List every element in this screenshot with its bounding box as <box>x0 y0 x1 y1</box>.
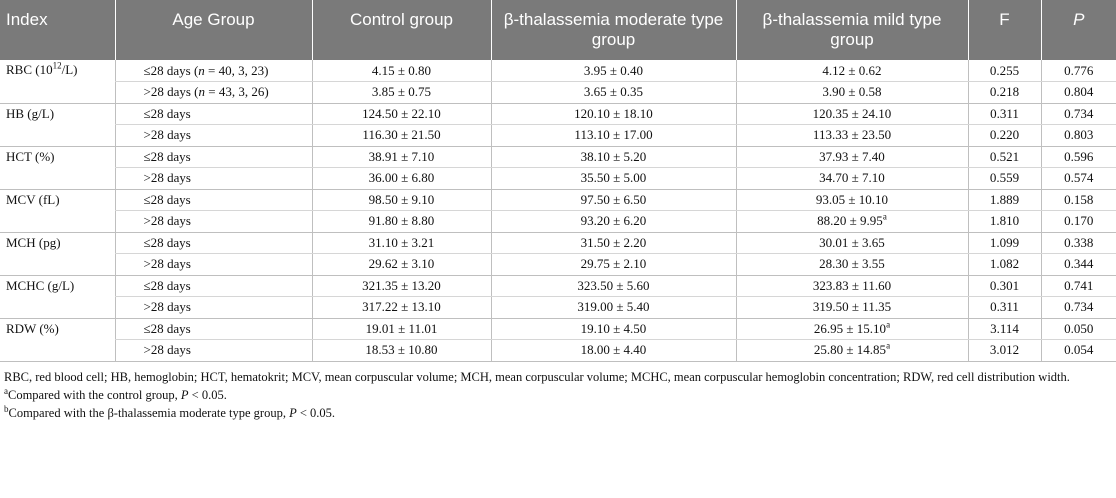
control-value: 98.50 ± 9.10 <box>312 189 491 211</box>
age-group-cell <box>115 254 312 276</box>
age-group-label: ≤28 days <box>143 320 191 336</box>
mild-value-text: 34.70 ± 7.10 <box>819 170 885 186</box>
mild-value <box>736 168 968 190</box>
moderate-value: 113.10 ± 17.00 <box>491 125 736 147</box>
table-row <box>0 297 1116 319</box>
mild-value-text: 26.95 ± 15.10 <box>813 320 887 336</box>
control-value: 19.01 ± 11.01 <box>312 318 491 340</box>
mild-value <box>736 340 968 362</box>
mild-value-text: 319.50 ± 11.35 <box>812 299 892 315</box>
index-label-tail: /L) <box>61 62 78 77</box>
f-value: 0.521 <box>968 146 1041 168</box>
mild-value <box>736 60 968 82</box>
index-label: RBC (10 <box>6 62 53 77</box>
age-group-label: ≤28 days <box>143 191 191 207</box>
p-value: 0.804 <box>1041 82 1116 104</box>
footnote-a-text: Compared with the control group, <box>8 387 181 402</box>
age-group-cell <box>115 168 312 190</box>
p-value: 0.776 <box>1041 60 1116 82</box>
index-label-sup: 12 <box>52 60 62 71</box>
mild-value-sup: a <box>886 340 891 351</box>
control-value: 317.22 ± 13.10 <box>312 297 491 319</box>
age-group-label: ≤28 days ( <box>143 62 199 78</box>
index-label: HB (g/L) <box>6 105 55 121</box>
f-value: 3.114 <box>968 318 1041 340</box>
table-row <box>0 318 1116 340</box>
moderate-value: 38.10 ± 5.20 <box>491 146 736 168</box>
header-p: P <box>1041 0 1116 60</box>
mild-value-text: 37.93 ± 7.40 <box>819 148 885 164</box>
moderate-value: 319.00 ± 5.40 <box>491 297 736 319</box>
mild-value-text: 93.05 ± 10.10 <box>815 191 889 207</box>
index-cell <box>0 275 115 318</box>
table-row <box>0 254 1116 276</box>
age-group-cell <box>115 211 312 233</box>
age-group-label: ≤28 days <box>143 148 191 164</box>
f-value: 1.889 <box>968 189 1041 211</box>
table-row <box>0 82 1116 104</box>
age-group-label: >28 days <box>143 299 191 315</box>
age-group-label: >28 days <box>143 127 191 143</box>
mild-value-text: 25.80 ± 14.85 <box>813 342 887 358</box>
footnote-a <box>4 386 1112 404</box>
f-value: 0.311 <box>968 103 1041 125</box>
p-value: 0.574 <box>1041 168 1116 190</box>
moderate-value: 3.65 ± 0.35 <box>491 82 736 104</box>
age-group-label: >28 days <box>143 170 191 186</box>
age-group-label: ≤28 days <box>143 277 191 293</box>
age-group-cell <box>115 60 312 82</box>
control-value: 321.35 ± 13.20 <box>312 275 491 297</box>
index-label: HCT (%) <box>6 148 55 164</box>
mild-value <box>736 211 968 233</box>
age-group-cell <box>115 297 312 319</box>
table-notes <box>0 362 1116 422</box>
moderate-value: 31.50 ± 2.20 <box>491 232 736 254</box>
index-cell <box>0 189 115 232</box>
moderate-value: 93.20 ± 6.20 <box>491 211 736 233</box>
age-group-cell <box>115 146 312 168</box>
age-group-label: ≤28 days <box>143 105 191 121</box>
mild-value <box>736 82 968 104</box>
age-group-cell <box>115 189 312 211</box>
header-f: F <box>968 0 1041 60</box>
p-value: 0.054 <box>1041 340 1116 362</box>
table-row <box>0 189 1116 211</box>
f-value: 0.220 <box>968 125 1041 147</box>
table-row <box>0 146 1116 168</box>
f-value: 0.559 <box>968 168 1041 190</box>
age-group-cell <box>115 275 312 297</box>
table-row <box>0 232 1116 254</box>
age-group-label: ≤28 days <box>143 234 191 250</box>
control-value: 116.30 ± 21.50 <box>312 125 491 147</box>
footnote-b-tail: < 0.05. <box>296 405 336 420</box>
age-group-label: >28 days <box>143 256 191 272</box>
mild-value-text: 3.90 ± 0.58 <box>822 84 882 100</box>
f-value: 1.099 <box>968 232 1041 254</box>
mild-value <box>736 275 968 297</box>
footnote-b-mark: b <box>4 403 9 414</box>
age-group-cell <box>115 232 312 254</box>
mild-value <box>736 146 968 168</box>
mild-value-text: 113.33 ± 23.50 <box>812 127 892 143</box>
mild-value-text: 323.83 ± 11.60 <box>812 277 892 293</box>
footnote-a-tail: < 0.05. <box>188 387 227 402</box>
f-value: 3.012 <box>968 340 1041 362</box>
age-group-cell <box>115 318 312 340</box>
control-value: 29.62 ± 3.10 <box>312 254 491 276</box>
table-row <box>0 125 1116 147</box>
mild-value-text: 28.30 ± 3.55 <box>819 256 885 272</box>
index-label: MCH (pg) <box>6 234 61 250</box>
age-group-label: >28 days ( <box>143 84 199 100</box>
f-value: 0.301 <box>968 275 1041 297</box>
moderate-value: 18.00 ± 4.40 <box>491 340 736 362</box>
p-value: 0.734 <box>1041 103 1116 125</box>
index-label: MCHC (g/L) <box>6 277 75 293</box>
header-row <box>0 0 1116 60</box>
p-value: 0.050 <box>1041 318 1116 340</box>
header-control-group: Control group <box>312 0 491 60</box>
p-value: 0.338 <box>1041 232 1116 254</box>
mild-value <box>736 103 968 125</box>
f-value: 0.255 <box>968 60 1041 82</box>
age-group-label: >28 days <box>143 213 191 229</box>
age-group-n-values: = 40, 3, 23) <box>204 62 269 78</box>
age-group-cell <box>115 125 312 147</box>
age-group-n-values: = 43, 3, 26) <box>205 84 269 100</box>
p-value: 0.803 <box>1041 125 1116 147</box>
mild-value-text: 120.35 ± 24.10 <box>812 105 892 121</box>
p-value: 0.734 <box>1041 297 1116 319</box>
p-value: 0.158 <box>1041 189 1116 211</box>
table-row <box>0 60 1116 82</box>
index-label: RDW (%) <box>6 320 59 336</box>
control-value: 91.80 ± 8.80 <box>312 211 491 233</box>
mild-value <box>736 125 968 147</box>
mild-value-text: 4.12 ± 0.62 <box>822 62 882 78</box>
control-value: 31.10 ± 3.21 <box>312 232 491 254</box>
control-value: 36.00 ± 6.80 <box>312 168 491 190</box>
moderate-value: 19.10 ± 4.50 <box>491 318 736 340</box>
f-value: 0.218 <box>968 82 1041 104</box>
moderate-value: 120.10 ± 18.10 <box>491 103 736 125</box>
mild-value-sup: a <box>886 319 891 330</box>
header-index: Index <box>0 0 115 60</box>
abbreviation-note: RBC, red blood cell; HB, hemoglobin; HCT, hematokrit; MCV, mean corpuscular volume; MCH, mean corpuscular volume; MCHC, mean corpuscular hemoglobin concentration; RDW, red cell distribution width. <box>4 369 1070 384</box>
index-cell <box>0 318 115 361</box>
control-value: 3.85 ± 0.75 <box>312 82 491 104</box>
moderate-value: 29.75 ± 2.10 <box>491 254 736 276</box>
f-value: 0.311 <box>968 297 1041 319</box>
mild-value-text: 30.01 ± 3.65 <box>819 234 885 250</box>
age-group-label: >28 days <box>143 342 191 358</box>
index-cell <box>0 103 115 146</box>
table-row <box>0 275 1116 297</box>
mild-value <box>736 189 968 211</box>
header-age-group: Age Group <box>115 0 312 60</box>
control-value: 4.15 ± 0.80 <box>312 60 491 82</box>
p-value: 0.344 <box>1041 254 1116 276</box>
index-label: MCV (fL) <box>6 191 60 207</box>
mild-value <box>736 297 968 319</box>
table-row <box>0 103 1116 125</box>
age-group-cell <box>115 82 312 104</box>
control-value: 124.50 ± 22.10 <box>312 103 491 125</box>
age-group-cell <box>115 340 312 362</box>
footnote-a-mark: a <box>4 385 8 396</box>
header-moderate-group: β-thalassemia moderate type group <box>491 0 736 60</box>
table-row <box>0 211 1116 233</box>
f-value: 1.810 <box>968 211 1041 233</box>
footnote-b-p: P <box>289 405 297 420</box>
moderate-value: 97.50 ± 6.50 <box>491 189 736 211</box>
table-row <box>0 168 1116 190</box>
mild-value <box>736 318 968 340</box>
index-cell <box>0 146 115 189</box>
footnote-a-p: P <box>180 387 189 402</box>
p-value: 0.596 <box>1041 146 1116 168</box>
mild-value-text: 88.20 ± 9.95 <box>817 213 883 229</box>
f-value: 1.082 <box>968 254 1041 276</box>
age-group-cell <box>115 103 312 125</box>
p-value: 0.741 <box>1041 275 1116 297</box>
index-cell <box>0 232 115 275</box>
moderate-value: 323.50 ± 5.60 <box>491 275 736 297</box>
control-value: 18.53 ± 10.80 <box>312 340 491 362</box>
table-row <box>0 340 1116 362</box>
age-group-n: n <box>198 62 205 78</box>
control-value: 38.91 ± 7.10 <box>312 146 491 168</box>
header-mild-group: β-thalassemia mild type group <box>736 0 968 60</box>
mild-value <box>736 232 968 254</box>
index-cell <box>0 60 115 103</box>
moderate-value: 3.95 ± 0.40 <box>491 60 736 82</box>
mild-value-sup: a <box>882 211 887 222</box>
mild-value <box>736 254 968 276</box>
footnote-b-text: Compared with the β-thalassemia moderate type group, <box>8 405 290 420</box>
age-group-n: n <box>198 84 205 100</box>
footnote-b <box>4 404 1112 422</box>
moderate-value: 35.50 ± 5.00 <box>491 168 736 190</box>
p-value: 0.170 <box>1041 211 1116 233</box>
